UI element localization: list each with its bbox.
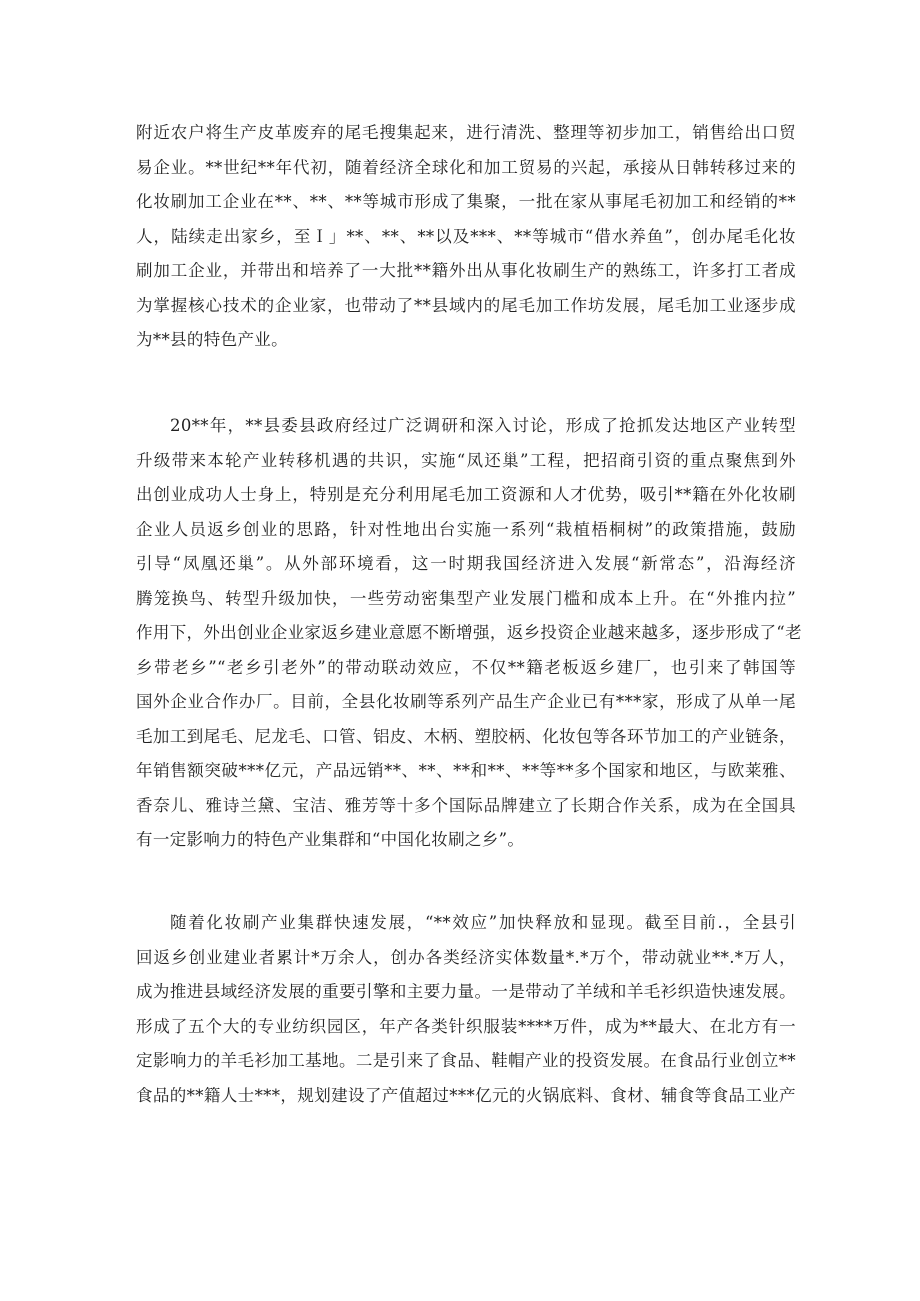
text-line: 引导“凤凰还巢”。从外部环境看，这一时期我国经济进入发展“新常态”，沿海经济	[136, 554, 796, 573]
text-line: 为掌握核心技术的企业家，也带动了**县域内的尾毛加工作坊发展，尾毛加工业逐步成	[136, 295, 796, 315]
text-line: 企业人员返乡创业的思路，针对性地出台实施一系列“栽植梧桐树”的政策措施，鼓励	[136, 519, 796, 539]
text-line: 附近农户将生产皮革废弃的尾毛搜集起来，进行清洗、整理等初步加工，销售给出口贸	[136, 123, 796, 142]
text-line: 年销售额突破***亿元，产品远销**、**、**和**、**等**多个国家和地区，与欧莱雅、	[136, 761, 796, 780]
text-line: 有一定影响力的特色产业集群和“中国化妆刷之乡”。	[136, 830, 525, 849]
text-line: 人，陆续走出家乡，至Ｉ」**、**、**以及***、**等城市“借水养鱼”，创办尾毛化妆	[136, 226, 796, 246]
paragraph-2	[136, 409, 802, 858]
text-line: 为**县的特色产业。	[136, 330, 288, 349]
text-line: 形成了五个大的专业纺织园区，年产各类针织服装****万件，成为**最大、在北方有一	[136, 1016, 796, 1036]
text-line: 化妆刷加工企业在**、**、**等城市形成了集聚，一批在家从事尾毛初加工和经销的**	[136, 192, 796, 211]
text-line: 刷加工企业，并带出和培养了一大批**籍外出从事化妆刷生产的熟练工，许多打工者成	[136, 261, 796, 280]
text-line: 随着化妆刷产业集群快速发展，“**效应”加快释放和显现。截至目前.，全县引	[170, 913, 796, 932]
text-line: 成为推进县域经济发展的重要引擎和主要力量。一是带动了羊绒和羊毛衫织造快速发展。	[136, 982, 796, 1001]
text-line: 食品的**籍人士***，规划建设了产值超过***亿元的火锅底料、食材、辅食等食品工业产	[136, 1085, 796, 1105]
text-line: 升级带来本轮产业转移机遇的共识，实施“凤还巢”工程，把招商引资的重点聚焦到外	[136, 450, 796, 470]
text-line: 定影响力的羊毛衫加工基地。二是引来了食品、鞋帽产业的投资发展。在食品行业创立**	[136, 1051, 796, 1070]
text-line: 作用下，外出创业企业家返乡建业意愿不断增强，返乡投资企业越来越多，逐步形成了“老	[136, 623, 802, 642]
text-line: 乡带老乡”“老乡引老外”的带动联动效应，不仅**籍老板返乡建厂，也引来了韩国等	[136, 657, 796, 677]
paragraph-1	[136, 116, 796, 358]
text-line: 回返乡创业建业者累计*万余人，创办各类经济实体数量*.*万个，带动就业**.*万人，	[136, 947, 796, 967]
text-line: 毛加工到尾毛、尼龙毛、口管、铝皮、木柄、塑胶柄、化妆包等各环节加工的产业链条，	[136, 726, 796, 746]
text-line: 国外企业合作办厂。目前，全县化妆刷等系列产品生产企业已有***家，形成了从单一尾	[136, 692, 796, 711]
text-line: 20**年，**县委县政府经过广泛调研和深入讨论，形成了抢抓发达地区产业转型	[170, 416, 796, 435]
text-line: 香奈儿、雅诗兰黛、宝洁、雅芳等十多个国际品牌建立了长期合作关系，成为在全国具	[136, 795, 796, 815]
text-line: 易企业。**世纪**年代初，随着经济全球化和加工贸易的兴起，承接从日韩转移过来的	[136, 157, 796, 177]
text-line: 腾笼换鸟、转型升级加快，一些劳动密集型产业发展门槛和成本上升。在“外推内拉”	[136, 588, 796, 608]
paragraph-3	[136, 906, 796, 1113]
text-line: 出创业成功人士身上，特别是充分利用尾毛加工资源和人才优势，吸引**籍在外化妆刷	[136, 485, 796, 504]
